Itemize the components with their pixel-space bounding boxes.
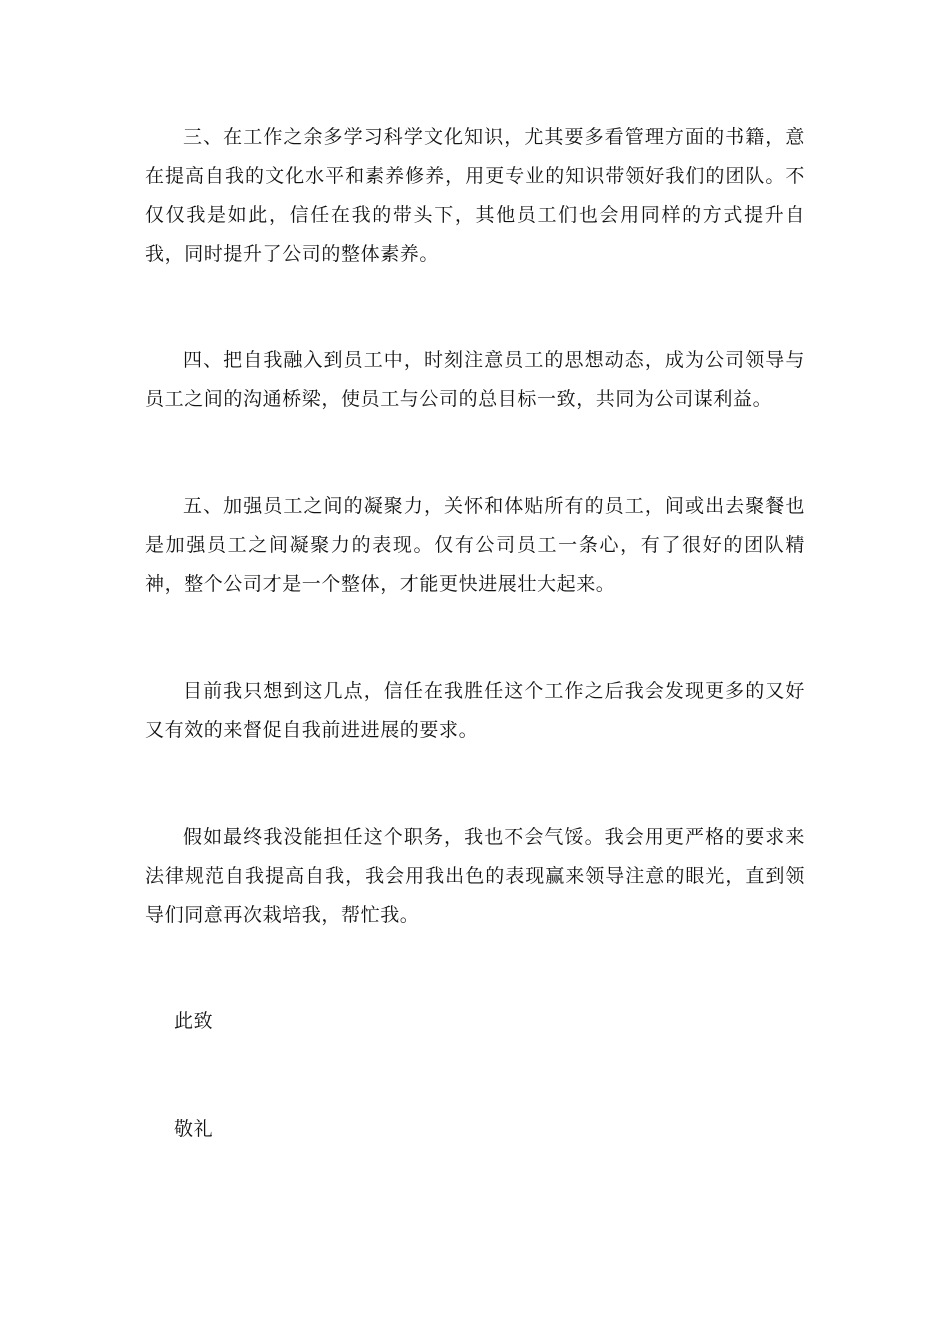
closing-regards: 敬礼 xyxy=(174,1118,214,1140)
paragraph-5: 五、加强员工之间的凝聚力，关怀和体贴所有的员工，间或出去聚餐也是加强员工之间凝聚力的表现。仅有公司员工一条心，有了很好的团队精神，整个公司才是一个整体，才能更快进展壮大起来。 xyxy=(145,495,805,595)
paragraph-4: 四、把自我融入到员工中，时刻注意员工的思想动态，成为公司领导与员工之间的沟通桥梁，使员工与公司的总目标一致，共同为公司谋利益。 xyxy=(145,349,805,410)
closing-salutation: 此致 xyxy=(174,1010,214,1032)
paragraph-summary: 目前我只想到这几点，信任在我胜任这个工作之后我会发现更多的又好又有效的来督促自我前进进展的要求。 xyxy=(145,680,805,741)
document-body xyxy=(145,118,805,1149)
paragraph-conclusion: 假如最终我没能担任这个职务，我也不会气馁。我会用更严格的要求来法律规范自我提高自我，我会用我出色的表现赢来领导注意的眼光，直到领导们同意再次栽培我，帮忙我。 xyxy=(145,826,805,926)
paragraph-3: 三、在工作之余多学习科学文化知识，尤其要多看管理方面的书籍，意在提高自我的文化水平和素养修养，用更专业的知识带领好我们的团队。不仅仅我是如此，信任在我的带头下，其他员工们也会用同样的方式提升自我，同时提升了公司的整体素养。 xyxy=(145,126,805,265)
